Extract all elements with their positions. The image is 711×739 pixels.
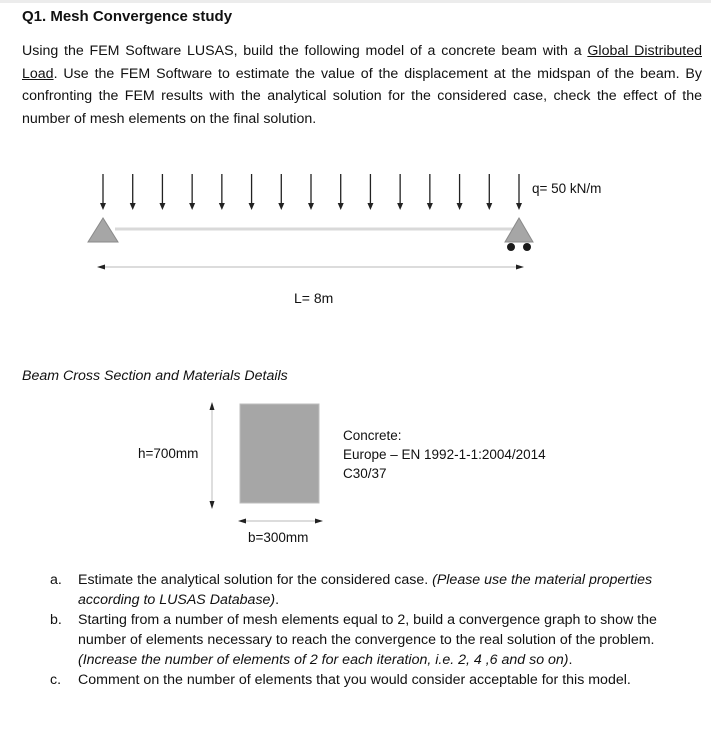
load-arrow-icon xyxy=(427,174,433,210)
load-arrow-icon xyxy=(278,174,284,210)
question-marker: c. xyxy=(50,672,62,688)
width-dimension xyxy=(238,519,323,524)
question-text: Comment on the number of elements that you would consider acceptable for this model. xyxy=(78,672,631,688)
load-label: q= 50 kN/m xyxy=(532,181,602,196)
load-arrow-icon xyxy=(397,174,403,210)
load-arrow-icon xyxy=(457,174,463,210)
question-marker: b. xyxy=(50,612,62,628)
question-tail: . xyxy=(568,652,573,668)
load-arrow-icon xyxy=(100,174,106,210)
question-note: (Increase the number of elements of 2 for each iteration, i.e. 2, 4 ,6 and so on) xyxy=(78,652,569,668)
height-label: h=700mm xyxy=(138,446,199,461)
load-arrow-icon xyxy=(159,174,165,210)
question-item-b xyxy=(50,610,702,670)
span-dimension xyxy=(97,265,524,270)
span-label: L= 8m xyxy=(294,290,334,306)
height-dimension xyxy=(210,402,215,509)
load-arrow-icon xyxy=(219,174,225,210)
intro-underlined-text: Global Distributed Load xyxy=(22,43,702,82)
load-arrow-icon xyxy=(338,174,344,210)
question-tail: . xyxy=(275,592,280,608)
distributed-load-arrows xyxy=(100,174,522,210)
load-arrow-icon xyxy=(516,174,522,210)
question-note: (Please use the material properties according to LUSAS Database) xyxy=(78,572,653,608)
width-label: b=300mm xyxy=(248,530,309,545)
question-marker: a. xyxy=(50,572,62,588)
load-arrow-icon xyxy=(308,174,314,210)
intro-text-part1: Using the FEM Software LUSAS, build the following model of a concrete beam with a xyxy=(22,43,588,59)
question-text: Starting from a number of mesh elements equal to 2, build a convergence graph to show the number of elements necessary to reach the convergence to the real solution of the problem. xyxy=(78,612,657,648)
material-line-3: C30/37 xyxy=(343,466,387,481)
intro-text-part2: . Use the FEM Software to estimate the value of the displacement at the midspan of the beam. By confronting the FEM results with the analytical solution for the considered case, check the effect of the number of mesh elements on the final solution. xyxy=(22,65,702,127)
load-arrow-icon xyxy=(486,174,492,210)
load-arrow-icon xyxy=(249,174,255,210)
material-line-1: Concrete: xyxy=(343,428,402,443)
question-list xyxy=(50,570,702,690)
material-line-2: Europe – EN 1992-1-1:2004/2014 xyxy=(343,447,546,462)
load-arrow-icon xyxy=(130,174,136,210)
question-item-a xyxy=(50,570,702,610)
load-arrow-icon xyxy=(367,174,373,210)
roller-support-icon xyxy=(505,218,533,251)
question-text: Estimate the analytical solution for the considered case. xyxy=(78,572,433,588)
pinned-support-icon xyxy=(88,218,118,242)
question-title: Q1. Mesh Convergence study xyxy=(22,8,233,25)
load-arrow-icon xyxy=(189,174,195,210)
cross-section-heading: Beam Cross Section and Materials Details xyxy=(22,368,288,384)
cross-section-rectangle xyxy=(240,404,319,503)
question-item-c xyxy=(50,670,702,690)
